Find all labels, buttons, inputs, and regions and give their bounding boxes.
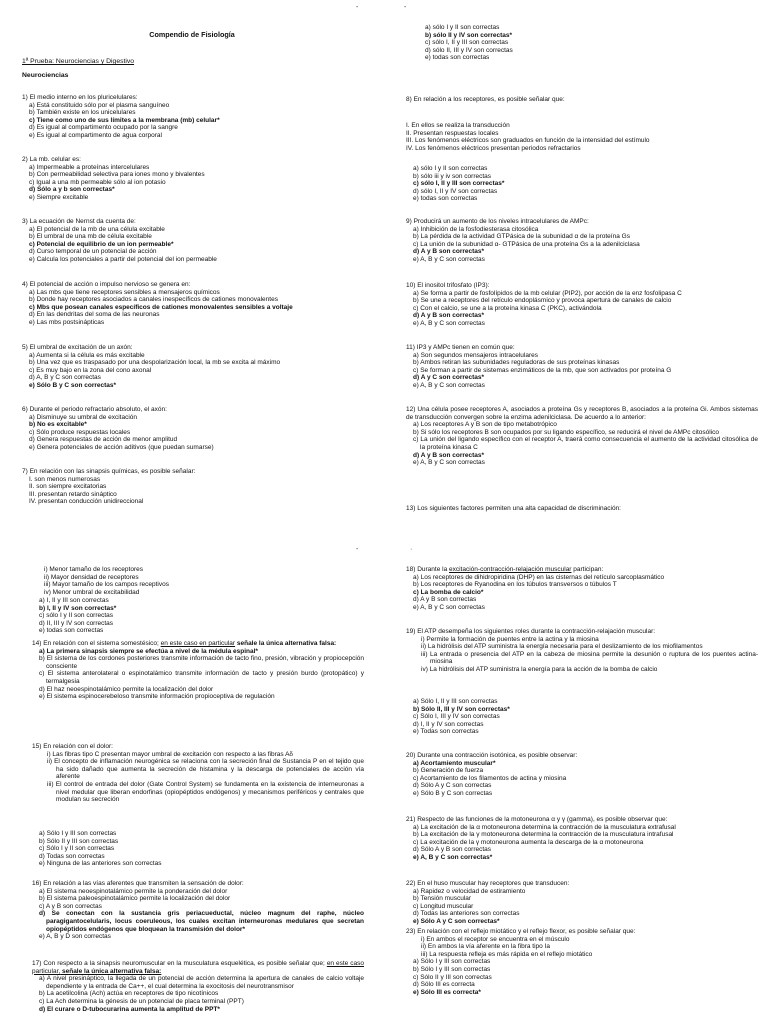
question-13-statements	[44, 566, 364, 596]
option: c) Sólo I, III y IV son correctas	[413, 713, 500, 721]
option: d) El haz neoespinotalámico permite la localización del dolor	[39, 685, 214, 693]
option: a) I, II y III son correctas	[39, 597, 109, 604]
question-stem: 1) El medio interno en los pluricelulares:	[22, 94, 138, 101]
page-marker: -	[356, 546, 359, 553]
statement: i) En ambos el receptor se encuentra en el músculo	[421, 935, 570, 943]
option: e) Genera potenciales de acción aditivos (que puedan sumarse)	[29, 443, 214, 451]
question-11	[406, 344, 758, 390]
option: a) Aumenta si la célula es más excitable	[29, 351, 145, 359]
question-1	[22, 94, 374, 140]
option: a) Impermeable a proteínas intercelulares	[29, 163, 150, 171]
option: c) La unión de la subunidad α- GTPásica de una proteína Gs a la adenilciclasa	[413, 240, 640, 248]
option: b) Tensión muscular	[413, 895, 472, 903]
question-stem: 23) En relación con el reflejo miotático y el reflejo flexor, es posible señalar que:	[406, 928, 636, 935]
option: b) Los receptores de Ryanodina en los túbulos transversos o túbulos T	[413, 581, 617, 589]
statement: i) Menor tamaño de los receptores	[44, 566, 143, 573]
question-12	[406, 406, 758, 467]
option: b) La excitación de la γ motoneurona determina la contracción de la musculatura intrafusal	[413, 831, 674, 839]
option: a) La excitación de la α motoneurona determina la contracción de la musculatura extrafusal	[413, 823, 676, 831]
option: e) Ninguna de las anteriores son correctas	[39, 860, 162, 868]
question-stem: 20) Durante una contracción isotónica, es posible observar:	[406, 752, 578, 759]
option-correct: d) A y B son correctas*	[413, 312, 485, 320]
question-stem: 2) La mb. celular es:	[22, 156, 81, 163]
option: d) A, B y C son correctas	[29, 374, 101, 382]
question-stem: 19) El ATP desempeña los siguientes roles durante la contracción-relajación muscular:	[406, 628, 656, 635]
question-10	[406, 282, 758, 328]
option: b) Con permeabilidad selectiva para iones mono y bivalentes	[29, 171, 205, 179]
option: c) sólo I, II y III son correctas	[425, 39, 509, 47]
option: e) todas son correctas	[425, 54, 490, 62]
question-15-options	[32, 830, 364, 868]
option: c) Longitud muscular	[413, 902, 474, 910]
statement: ii) El concepto de inflamación neurogénica se relaciona con la secreción final de Sustancia P en el tejido que ha sido dañado que aumenta la secreción de histamina y la descarga de potenciales de acción vía aferente	[47, 758, 364, 781]
question-20	[406, 752, 758, 798]
question-2	[22, 156, 374, 202]
option: d) sólo II, III y IV son correctas	[425, 46, 513, 54]
option: d) Genera respuestas de acción de menor amplitud	[29, 436, 178, 444]
option-correct: b) I, II y IV son correctas*	[39, 604, 117, 612]
option: e) A, B y C son correctas	[413, 319, 485, 327]
option: c) sólo I y II son correctas	[39, 612, 114, 620]
option-correct: e) A, B y C son correctas*	[413, 853, 493, 861]
question-stem: 22) En el huso muscular hay receptores que transducen:	[406, 880, 570, 887]
prueba-heading: 1ª Prueba: Neurociencias y Digestivo	[22, 58, 135, 65]
question-19-options	[406, 698, 758, 736]
option: a) A nivel presináptico, la llegada de un potencial de acción determina la apertura de canales de calcio voltaje dependiente y la entrada de Ca++, el cual determina la exocitosis del neurotransmisor	[39, 975, 364, 990]
option: a) El potencial de la mb de una célula excitable	[29, 225, 165, 233]
option: e) Calcula los potenciales a partir del potencial del ion permeable	[29, 255, 217, 263]
question-7-options	[418, 24, 758, 62]
statement: iv) La hidrólisis del ATP suministra la energía para la acción de la bomba de calcio	[421, 665, 658, 673]
statement: II. son siempre excitatorias	[29, 483, 107, 491]
page-marker: ·	[410, 546, 413, 553]
option: b) Se une a receptores del retículo endoplásmico y provoca apertura de canales de calcio	[413, 297, 672, 305]
option: c) Sólo II y III son correctas	[413, 973, 492, 981]
question-4	[22, 281, 374, 327]
option: b) El sistema paleoespinotalámico permite la localización del dolor	[39, 895, 231, 903]
statement: i) Permite la formación de puentes entre la actina y la miosina	[421, 635, 599, 643]
option: c) Se forman a partir de sistemas enzimáticos de la mb, que son activados por proteína G	[413, 366, 672, 374]
statement: III. presentan retardo sináptico	[29, 490, 117, 498]
statement: I. son menos numerosas	[29, 475, 101, 483]
question-stem: 15) En relación con el dolor:	[32, 743, 113, 750]
option: a) Los receptores de dihidropiridina (DHP) en las cisternas del retículo sarcoplasmático	[413, 573, 665, 581]
option-correct: b) No es excitable*	[29, 421, 87, 429]
option: c) Igual a una mb permeable sólo al ion potasio	[29, 178, 166, 186]
option: c) Con el calcio, se une a la proteína kinasa C (PKC), activándola	[413, 304, 602, 312]
question-stem: 10) El inositol trifosfato (IP3):	[406, 282, 490, 289]
page-marker: -	[404, 4, 407, 11]
option: e) todas son correctas	[413, 195, 478, 203]
question-16	[32, 880, 364, 941]
option: c) Acortamiento de los filamentos de actina y miosina	[413, 774, 567, 782]
option: b) También existe en los unicelulares	[29, 109, 136, 117]
page-1	[0, 0, 384, 512]
option: d) Sólo III es correcta	[413, 981, 475, 989]
question-13	[406, 505, 758, 512]
option: d) sólo I, II y IV son correctas	[413, 187, 498, 195]
option: e) Las mbs postsinápticas	[29, 318, 105, 326]
option: d) Sólo A y B son correctas	[413, 846, 492, 854]
option-correct: d) El curare o D-tubocurarina aumenta la amplitud de PPT*	[39, 1005, 220, 1013]
statement: iii) Mayor tamaño de los campos receptivos	[44, 581, 169, 589]
option: a) sólo I y II son correctas	[425, 24, 500, 31]
question-stem: 5) El umbral de excitación de un axón:	[22, 344, 133, 351]
option: d) A y B son correctas	[413, 596, 477, 604]
option: e) Todas son correctas	[413, 728, 479, 736]
page-2	[384, 0, 768, 512]
statement: iv) Menor umbral de excitabilidad	[44, 588, 140, 596]
page-marker: -	[356, 4, 359, 11]
question-stem: 14) En relación con el sistema somestésico; en este caso en particular señale la única alternativa falsa:	[32, 640, 337, 647]
question-9	[406, 218, 758, 264]
option: a) Se forma a partir de fosfolípidos de la mb celular (PIP2), por acción de la enz fosfolipasa C	[413, 289, 682, 297]
option-correct: d) A y C son correctas*	[413, 374, 485, 382]
option-correct: c) Mbs que posean canales específicos de cationes monovalentes sensibles a voltaje	[29, 303, 293, 311]
option: c) Es muy bajo en la zona del cono axonal	[29, 366, 152, 374]
question-stem: 3) La ecuación de Nernst da cuenta de:	[22, 218, 136, 225]
section-heading: Neurociencias	[22, 72, 69, 79]
option: b) La acetilcolina (Ach) actúa en receptores de tipo nicotínicos	[39, 990, 219, 998]
option: e) A, B y D son correctas	[39, 933, 111, 941]
option: d) En las dendritas del soma de las neuronas	[29, 311, 160, 319]
question-stem: 12) Una célula posee receptores A, asociados a proteína Gs y receptores B, asociados a la proteína Gi. Ambos sistemas de transducción convergen sobre la enzima adenilciclasa. De acuerdo a lo anterior:	[406, 406, 758, 421]
option: b) El sistema de los cordones posteriores transmite información de tacto fino, presión, vibración y propiocepción consciente	[39, 655, 364, 670]
option: b) El umbral de una mb de célula excitable	[29, 233, 152, 241]
option: e) todas son correctas	[39, 627, 104, 635]
document-title: Compendio de Fisiología	[149, 30, 235, 39]
question-8	[406, 96, 756, 104]
option-correct: d) A y B son correctas*	[413, 451, 485, 459]
option-correct: e) Sólo III es correcta*	[413, 988, 481, 996]
statement: ii) Mayor densidad de receptores	[44, 573, 139, 581]
option: b) Donde hay receptores asociados a canales inespecíficos de cationes monovalentes	[29, 296, 278, 304]
question-stem: 9) Producirá un aumento de los niveles intracelulares de AMPc:	[406, 218, 589, 225]
option-correct: a) Acortamiento muscular*	[413, 759, 496, 767]
statement: II. Presentan respuestas locales	[406, 129, 499, 137]
question-21	[406, 816, 758, 862]
question-18	[406, 566, 758, 612]
option: a) Las mbs que tiene receptores sensibles a mensajeros químicos	[29, 288, 220, 296]
option: c) Sólo I y II son correctas	[39, 845, 115, 853]
option: b) Una vez que es traspasado por una despolarización local, la mb se excita al máximo	[29, 359, 281, 367]
question-stem: 13) Los siguientes factores permiten una alta capacidad de discriminación:	[406, 505, 621, 512]
statement: ii) La hidrólisis del ATP suministra la energía necesaria para el deslizamiento de los miofilamentos	[421, 643, 703, 651]
statement: IV. presentan conducción unidireccional	[29, 498, 144, 506]
option: c) Sólo produce respuestas locales	[29, 428, 131, 436]
question-13-options	[32, 597, 362, 635]
option: a) Sólo I y III son correctas	[39, 830, 117, 837]
question-stem: 4) El potencial de acción o impulso nervioso se genera en:	[22, 281, 191, 288]
question-stem: 11) IP3 y AMPc tienen en común que:	[406, 344, 515, 351]
option: e) El sistema espinocerebeloso transmite información propioceptiva de regulación	[39, 693, 275, 701]
option: b) Generación de fuerza	[413, 767, 484, 775]
statement: i) Las fibras tipo C presentan mayor umbral de excitación con respecto a las fibras Aδ	[47, 750, 294, 758]
option: d) Curso temporal de un potencial de acción	[29, 248, 157, 256]
question-stem: 7) En relación con las sinapsis químicas, es posible señalar:	[22, 468, 196, 475]
statement: ii) En ambos la vía aferente en la fibra tipo Ia	[421, 943, 550, 951]
option: a) Son segundos mensajeros intracelulares	[413, 351, 539, 359]
option: b) La pérdida de la actividad GTPásica de la subunidad α de la proteína Gs	[413, 233, 630, 241]
option-correct: d) Se conectan con la sustancia gris periacueductal, núcleo magnum del raphe, núcleo paragigantocelularis, locus coeruleous, los cuales excitan interneuronas medulares que secretan opiopéptidos endógenos que bloquean la transmisión del dolor*	[39, 910, 364, 933]
option: b) Sólo II y III son correctas	[39, 837, 119, 845]
option-correct: e) Sólo B y C son correctas*	[29, 381, 117, 389]
question-5	[22, 344, 374, 390]
option: d) Todas las anteriores son correctas	[413, 910, 520, 918]
question-stem: 17) Con respecto a la sinapsis neuromuscular en la musculatura esquelética, es posible señalar que; en este caso particular, señale la única alternativa falsa:	[32, 960, 365, 975]
option: b) Sólo I y III son correctas	[413, 965, 491, 973]
question-stem: 6) Durante el periodo refractario absoluto, el axón:	[22, 406, 167, 413]
option: a) Disminuye su umbral de excitación	[29, 413, 138, 421]
option-correct: a) La primera sinapsis siempre se efectúa a nivel de la médula espinal*	[39, 647, 258, 655]
question-15	[32, 743, 364, 804]
option: c) La excitación de la γ motoneurona aumenta la descarga de la α motoneurona	[413, 838, 644, 846]
option: b) Ambos retiran las subunidades reguladoras de sus proteínas kinasas	[413, 359, 620, 367]
option: e) Es igual al compartimento de agua corporal	[29, 131, 162, 139]
option: d) Todas son correctas	[39, 852, 105, 860]
option: d) II, III y IV son correctas	[39, 619, 114, 627]
option-correct: c) Potencial de equilibrio de un ion permeable*	[29, 240, 174, 248]
option-correct: d) Sólo a y b son correctas*	[29, 186, 115, 194]
option: e) A, B y C son correctas	[413, 603, 485, 611]
option: c) La unión del ligando específico con el receptor A, traerá como consecuencia el aumento de la actividad citosólica de la proteína kinasa C	[413, 436, 758, 451]
option-correct: c) Tiene como uno de sus límites a la membrana (mb) celular*	[29, 116, 220, 124]
question-17	[32, 960, 364, 1013]
option: e) Siempre excitable	[29, 193, 89, 201]
option-correct: b) Sólo II, III y IV son correctas*	[413, 705, 510, 713]
statement: IV. Los fenómenos eléctricos presentan periodos refractarios	[406, 144, 581, 152]
option-correct: c) La bomba de calcio*	[413, 588, 484, 596]
option: a) Sólo I y III son correctas	[413, 958, 491, 966]
statement: iii) La respuesta refleja es más rápida en el reflejo miotático	[421, 950, 593, 958]
option: d) I, II y IV son correctas	[413, 720, 484, 728]
question-stem: 16) En relación a las vías aferentes que transmiten la sensación de dolor:	[32, 880, 244, 887]
option: a) Rapidez o velocidad de estiramiento	[413, 887, 526, 895]
option-correct: b) sólo II y IV son correctas*	[425, 31, 513, 39]
question-22	[406, 880, 758, 926]
question-19	[406, 628, 758, 674]
option-correct: c) sólo I, II y III son correctas*	[413, 180, 505, 188]
option: b) Si sólo los receptores B son ocupados por su ligando específico, se reducirá el nivel de AMPc citosólico	[413, 428, 720, 436]
question-14	[32, 640, 364, 701]
option: a) Sólo I, II y III son correctas	[413, 698, 498, 705]
statement: iii) El control de entrada del dolor (Gate Control System) se fundamenta en la existencia de interneuronas a nivel medular que liberan endorfinas (opiopéptidos endógenos) y mecanismos periféricos y centrales que modulan su secreción	[47, 780, 364, 804]
question-3	[22, 218, 374, 264]
option: a) Inhibición de la fosfodiesterasa citosólica	[413, 225, 539, 233]
question-8-statements	[406, 122, 756, 152]
option: c) El sistema anterolateral o espinotalámico transmite información de tacto y presión burdo (protopático) y termalgesia	[39, 670, 364, 685]
statement: III. Los fenómenos eléctricos son graduados en función de la intensidad del estímulo	[406, 137, 650, 145]
question-stem: 8) En relación a los receptores, es posible señalar que:	[406, 96, 565, 103]
question-6	[22, 406, 374, 452]
option: a) sólo I y II son correctas	[413, 165, 488, 172]
question-23	[406, 928, 758, 996]
page-3	[0, 512, 384, 1024]
option: e) A, B y C son correctas	[413, 255, 485, 263]
question-7	[22, 468, 374, 506]
question-8-options	[406, 165, 756, 203]
option-correct: d) A y B son correctas*	[413, 248, 485, 256]
option: e) A, B y C son correctas	[413, 381, 485, 389]
question-stem: 21) Respecto de las funciones de la motoneurona α y γ (gamma), es posible observar que:	[406, 816, 668, 823]
option: a) Los receptores A y B son de tipo metabotrópico	[413, 421, 557, 429]
option: c) La Ach determina la génesis de un potencial de placa terminal (PPT)	[39, 997, 244, 1005]
option: e) A, B y C son correctas	[413, 459, 485, 467]
statement: I. En ellos se realiza la transducción	[406, 122, 510, 129]
option: b) sólo iii y iv son correctas	[413, 172, 492, 180]
page-4	[384, 512, 768, 1024]
option: d) Es igual al compartimento ocupado por la sangre	[29, 124, 178, 132]
option: a) El sistema neoespinotalámico permite la ponderación del dolor	[39, 887, 228, 895]
option-correct: e) Sólo A y C son correctas*	[413, 917, 500, 925]
statement: iii) La entrada o presencia del ATP en la cabeza de miosina permite la desunión o ruptura de los puentes actina-miosina	[421, 650, 758, 666]
question-stem: 18) Durante la excitación-contracción-relajación muscular participan:	[406, 566, 604, 573]
option: d) Sólo A y C son correctas	[413, 782, 492, 790]
option: e) Sólo B y C son correctas	[413, 789, 493, 797]
option: c) A y B son correctas	[39, 902, 102, 910]
option: a) Está constituido sólo por el plasma sanguíneo	[29, 101, 170, 109]
